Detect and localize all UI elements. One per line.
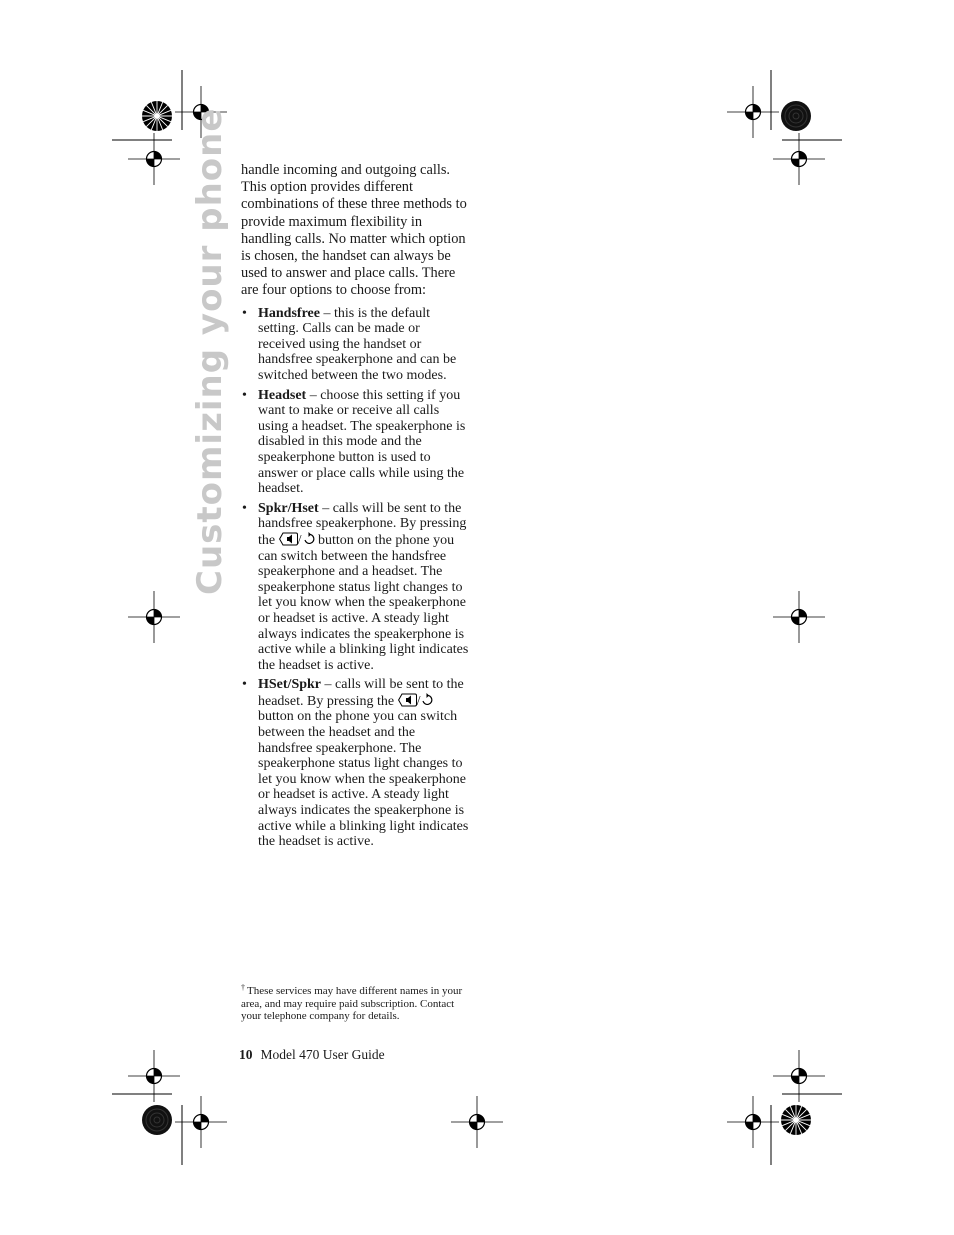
bullet: • bbox=[242, 677, 247, 693]
option-text: button on the phone you can switch between the handsfree speakerphone and a headset. The speakerphone status light changes to let you know when the speakerphone or headset is active. A steady light always indicates the speakerphone is active while a blinking light indicates the headset is active. bbox=[258, 532, 469, 673]
speakerphone-icon bbox=[279, 532, 298, 546]
options-list bbox=[241, 306, 469, 850]
bullet: • bbox=[242, 500, 247, 516]
page-number: 10 bbox=[239, 1047, 253, 1062]
page-footer bbox=[239, 1047, 385, 1063]
guide-title: Model 470 User Guide bbox=[260, 1047, 385, 1062]
bullet: • bbox=[242, 387, 247, 403]
bullet: • bbox=[242, 305, 247, 321]
footnote bbox=[241, 982, 469, 1023]
option-text: – choose this setting if you want to make or receive all calls using a headset. The speakerphone is disabled in this mode and the speakerphone button is used to answer or place calls while using the headset. bbox=[258, 387, 466, 497]
option-term: Headset bbox=[258, 387, 307, 403]
footnote-text: These services may have different names in your area, and may require paid subscription. Contact your telephone company for details. bbox=[241, 985, 463, 1023]
footnote-mark: † bbox=[241, 983, 245, 992]
option-text: – calls will be sent to the headset. By pressing the bbox=[258, 677, 464, 709]
option-text: – calls will be sent to the handsfree speakerphone. By pressing the bbox=[258, 500, 467, 548]
icon-slash: / bbox=[297, 532, 302, 548]
list-item-headset bbox=[241, 388, 469, 497]
intro-paragraph: handle incoming and outgoing calls. This option provides different combinations of these three methods to provide maximum flexibility in handling calls. No matter which option is chosen, the handset can always be used to answer and place calls. There are four options to choose from: bbox=[241, 162, 467, 299]
speakerphone-icon bbox=[398, 693, 417, 707]
option-term: Handsfree bbox=[258, 305, 320, 321]
icon-slash: / bbox=[416, 693, 421, 709]
body-column bbox=[241, 162, 469, 854]
option-text: button on the phone you can switch between the headset and the handsfree speakerphone. The speakerphone status light changes to let you know when the speakerphone or headset is active. A steady light always indicates the speakerphone is active while a blinking light indicates the headset is active. bbox=[258, 709, 469, 850]
flash-icon bbox=[302, 532, 315, 546]
option-term: HSet/Spkr bbox=[258, 677, 322, 693]
chapter-side-title: Customizing your phone bbox=[190, 107, 230, 595]
flash-icon bbox=[420, 693, 433, 707]
list-item-spkr-hset bbox=[241, 501, 469, 674]
list-item-handsfree bbox=[241, 306, 469, 384]
option-text: – this is the default setting. Calls can be made or received using the handset or handsfree speakerphone and can be switched between the two modes. bbox=[258, 305, 457, 383]
list-item-hset-spkr bbox=[241, 677, 469, 850]
option-term: Spkr/Hset bbox=[258, 500, 319, 516]
